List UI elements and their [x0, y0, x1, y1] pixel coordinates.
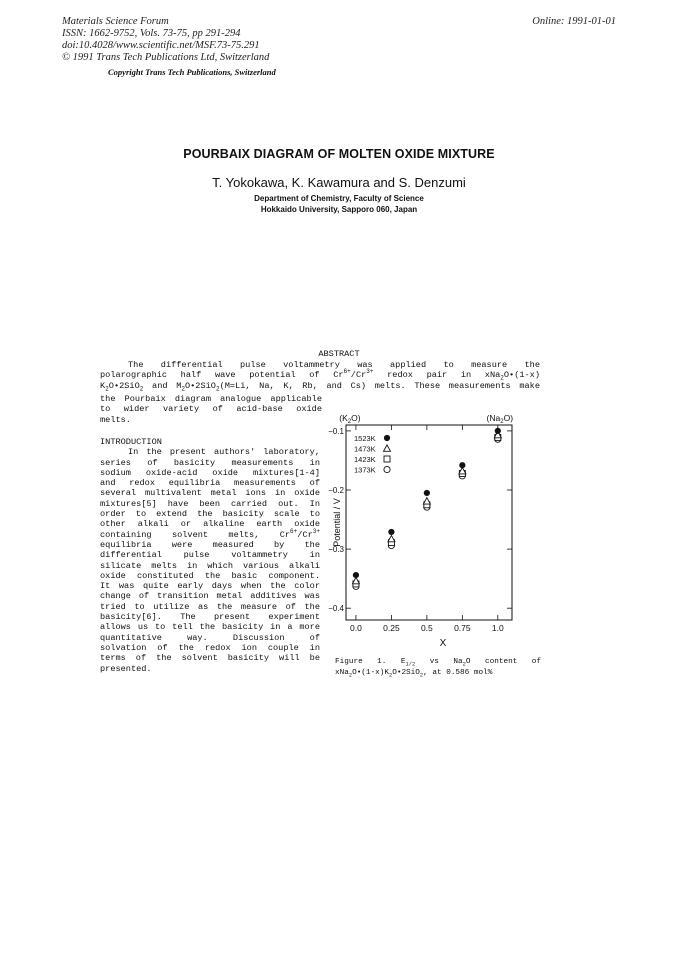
intro-line: order to extend the basicity scale to	[100, 509, 320, 520]
figure-1-caption	[335, 657, 541, 679]
abstract-narrow-lines	[100, 394, 322, 425]
data-point-1473K	[388, 535, 395, 541]
online-date: Online: 1991-01-01	[532, 16, 616, 27]
figure-1-chart	[330, 400, 545, 650]
abstract-line: to wider variety of acid-base oxide	[100, 404, 322, 415]
data-point-1523K	[459, 462, 465, 468]
intro-line: solvation of the redox ion couple in	[100, 642, 320, 653]
data-point-1523K	[424, 490, 430, 496]
x-tick-label: 0.25	[383, 623, 400, 633]
intro-line: basicity[6]. The present experiment	[100, 612, 320, 623]
x-tick-label: 0.0	[350, 623, 362, 633]
intro-line: presented.	[100, 663, 152, 674]
y-tick-label: −0.3	[328, 545, 344, 555]
x-axis-label: X	[439, 638, 447, 649]
intro-line: several multivalent metal ions in oxide	[100, 488, 320, 499]
intro-line: It was quite early days when the color	[100, 581, 320, 592]
intro-line: change of transition metal additives was	[100, 591, 320, 602]
data-point-1523K	[353, 572, 359, 578]
intro-line: series of basicity measurements in	[100, 457, 320, 468]
journal-header	[62, 16, 269, 64]
abstract-line: The differential pulse voltammetry was applied to measure the	[128, 360, 540, 370]
publisher-copyright: Copyright Trans Tech Publications, Switzerland	[108, 67, 276, 77]
data-point-1523K	[495, 428, 501, 434]
legend-label-1523K: 1523K	[354, 434, 376, 443]
intro-line: and redox equilibria measurements of	[100, 478, 320, 489]
issn-line: ISSN: 1662-9752, Vols. 73-75, pp 291-294	[62, 28, 241, 39]
intro-line: oxide constituted the basic component.	[100, 570, 320, 581]
abstract-heading: ABSTRACT	[318, 349, 360, 359]
legend-marker-1523K	[384, 435, 390, 441]
copyright-line: © 1991 Trans Tech Publications Ltd, Switzerland	[62, 52, 270, 63]
legend-marker-1473K	[384, 445, 391, 451]
legend-marker-1423K	[384, 456, 390, 462]
affiliation-university: Hokkaido University, Sapporo 060, Japan	[260, 205, 418, 214]
intro-line: In the present authors' laboratory,	[128, 447, 320, 458]
data-point-1523K	[388, 529, 394, 535]
intro-line: tried to utilize as the measure of the	[100, 601, 320, 612]
caption-line: $xNa_2O•(1-x)K_2O•2SiO_2$, at 0.586 mol%	[335, 669, 493, 679]
y-tick-label: −0.1	[328, 426, 344, 436]
abstract-line: the Pourbaix diagram analogue applicable	[100, 394, 322, 404]
legend-label-1373K: 1373K	[354, 465, 376, 475]
intro-line: equilibria were measured by the	[100, 539, 320, 550]
abstract-line: melts.	[100, 414, 131, 425]
intro-line: quantitative way. Discussion of	[100, 632, 320, 643]
caption-line: Figure 1. $E_{1/2}$ vs $Na_2O$ content of	[335, 658, 542, 668]
y-tick-label: −0.4	[328, 604, 344, 614]
legend-label-1473K: 1473K	[354, 444, 376, 454]
intro-line: other alkali or alkaline earth oxide	[100, 519, 320, 530]
x-tick-label: 0.75	[454, 623, 471, 633]
paper-title: POURBAIX DIAGRAM OF MOLTEN OXIDE MIXTURE	[183, 147, 495, 161]
introduction-section	[100, 437, 320, 674]
x-tick-label: 1.0	[491, 623, 504, 633]
intro-line: containing solvent melts, $Cr^{6+}/Cr^{3+}$	[100, 527, 320, 540]
intro-line: mixtures[5] have been carried out. In	[100, 498, 320, 509]
top-left-label: $(K_2O)$	[339, 413, 361, 425]
affiliation-department: Department of Chemistry, Faculty of Science	[254, 194, 424, 203]
y-tick-label: −0.2	[328, 486, 344, 495]
intro-line: allows us to tell the basicity in a more	[100, 622, 320, 633]
intro-line: silicate melts in which various alkali	[100, 560, 320, 571]
data-point-1473K	[423, 498, 430, 504]
introduction-heading: INTRODUCTION	[100, 437, 162, 447]
intro-line: differential pulse voltammetry in	[100, 550, 320, 561]
legend-label-1423K: 1423K	[354, 455, 376, 464]
abstract-wide-lines	[100, 360, 540, 391]
paper-authors: T. Yokokawa, K. Kawamura and S. Denzumi	[212, 175, 466, 190]
abstract-line: $K_2O•2SiO_2$ and $M_2O•2SiO_2(M=Li$, Na, K, Rb, and Cs) melts. These measurements make	[100, 380, 540, 393]
doi-line[interactable]: doi:10.4028/www.scientific.net/MSF.73-75.291	[62, 40, 260, 51]
abstract-line: polarographic half wave potential of $Cr^{6+}/Cr^{3+}$ redox pair in xNa$_2$O•(1-x)	[100, 368, 540, 383]
top-right-label: $(Na_2O)$	[486, 413, 514, 425]
intro-line: sodium oxide-acid oxide mixtures[1-4]	[100, 467, 320, 478]
intro-line: terms of the solvent basicity will be	[100, 653, 320, 664]
journal-name: Materials Science Forum	[62, 16, 169, 27]
y-axis-label: Potential / V	[332, 498, 342, 547]
legend-marker-1373K	[384, 466, 390, 472]
x-tick-label: 0.5	[420, 623, 433, 633]
